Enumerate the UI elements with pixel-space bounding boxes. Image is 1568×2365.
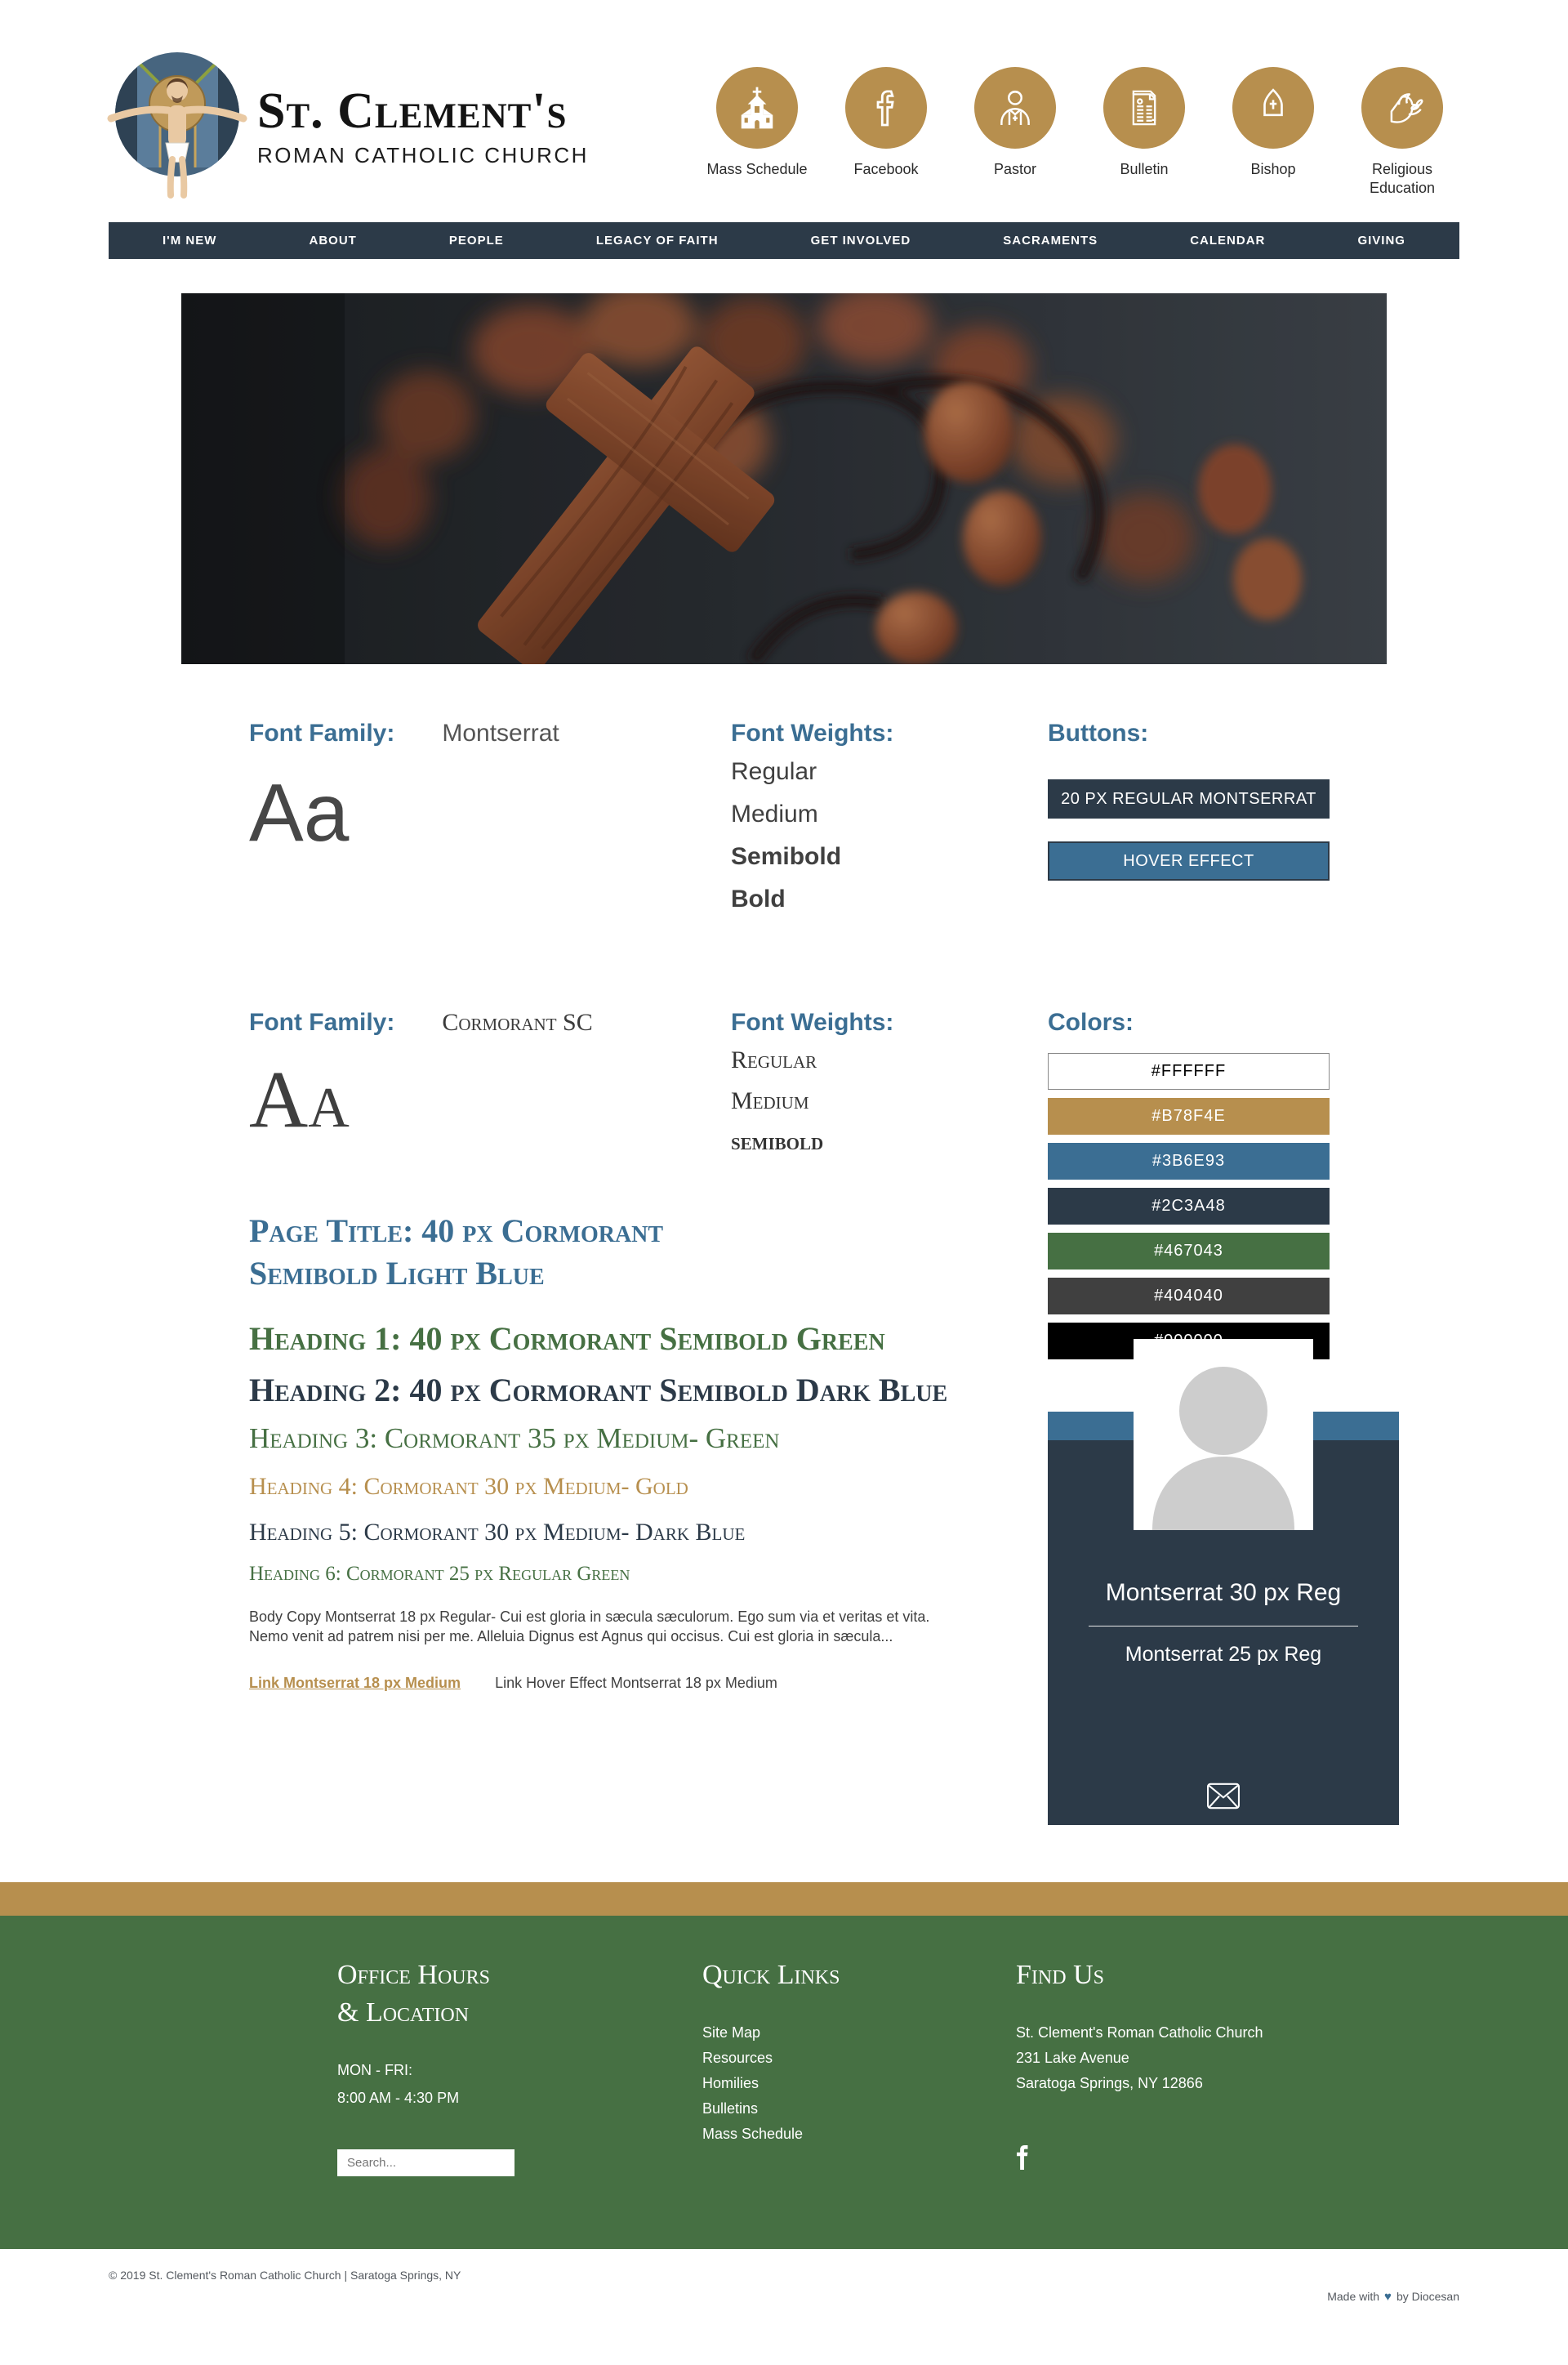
site-logo[interactable] xyxy=(106,45,589,208)
pastor-icon xyxy=(992,85,1038,131)
quick-action-label: Pastor xyxy=(993,161,1037,177)
church-address: St. Clement's Roman Catholic Church 231 Lake Avenue Saratoga Springs, NY 12866 xyxy=(1016,2024,1263,2091)
footer-link-bulletins[interactable]: Bulletins xyxy=(702,2099,759,2117)
color-swatch: #404040 xyxy=(1048,1278,1330,1314)
heading5-sample: Heading 5: Cormorant 30 px Medium- Dark Blue xyxy=(249,1519,746,1546)
dove-icon xyxy=(1379,85,1425,131)
search-input[interactable] xyxy=(337,2149,514,2176)
weight-regular: Regular xyxy=(731,1046,817,1073)
footer-link-resources[interactable]: Resources xyxy=(702,2049,773,2066)
color-swatch: #2C3A48 xyxy=(1048,1188,1330,1225)
quick-action-label: Facebook xyxy=(853,161,919,177)
body-copy-sample: Body Copy Montserrat 18 px Regular- Cui est gloria in sæcula sæculorum. Ego sum via et veritas et vita. Nemo venit ad patrem nisi per me. Alleluia Dignus est Agnus qui occisus. Cui est gloria in sæcula... xyxy=(249,1609,930,1645)
font-family-value: Montserrat xyxy=(442,720,559,747)
nav-item-about[interactable]: ABOUT xyxy=(309,234,357,248)
footer-link-homilies[interactable]: Homilies xyxy=(702,2074,760,2091)
office-days: MON - FRI: xyxy=(337,2061,412,2078)
quick-action-bulletin[interactable] xyxy=(1083,67,1205,199)
font-family-label: Font Family: xyxy=(249,1009,395,1036)
weight-medium: Medium xyxy=(731,1087,809,1114)
sample-link-hover[interactable]: Link Hover Effect Montserrat 18 px Medium xyxy=(495,1674,777,1691)
heart-icon: ♥ xyxy=(1384,2289,1392,2304)
sample-button-hover[interactable]: HOVER EFFECT xyxy=(1048,841,1330,881)
buttons-label: Buttons: xyxy=(1048,720,1149,747)
quick-action-religious-education[interactable] xyxy=(1341,67,1463,199)
nav-item-im-new[interactable]: I'M NEW xyxy=(163,234,217,248)
card-subtitle: Montserrat 25 px Reg xyxy=(1125,1643,1322,1666)
nav-item-people[interactable]: PEOPLE xyxy=(448,234,504,248)
nav-item-calendar[interactable]: CALENDAR xyxy=(1190,234,1266,248)
nav-item-sacraments[interactable]: SACRAMENTS xyxy=(1003,234,1098,248)
weight-semibold: Semibold xyxy=(731,843,842,870)
envelope-icon[interactable] xyxy=(1206,1783,1241,1814)
montserrat-section xyxy=(249,716,1568,921)
bulletin-icon xyxy=(1121,85,1167,131)
heading6-sample: Heading 6: Cormorant 25 px Regular Green xyxy=(249,1563,630,1585)
weight-regular: Regular xyxy=(731,758,817,785)
heading2-sample: Heading 2: 40 px Cormorant Semibold Dark Blue xyxy=(249,1372,948,1408)
footer-link-mass-schedule[interactable]: Mass Schedule xyxy=(702,2125,804,2142)
quick-links-title: Quick Links xyxy=(702,1960,840,1990)
made-with-credit: Made with ♥ by Diocesan xyxy=(1327,2289,1459,2304)
avatar xyxy=(1134,1339,1313,1530)
style-guide-content xyxy=(0,664,1568,1882)
color-swatch: #FFFFFF xyxy=(1048,1053,1330,1090)
site-subtitle: ROMAN CATHOLIC CHURCH xyxy=(257,143,589,167)
quick-action-label: Bishop xyxy=(1250,161,1296,177)
footer-link-site-map[interactable]: Site Map xyxy=(702,2024,761,2041)
colors-label: Colors: xyxy=(1048,1009,1134,1036)
header-quick-actions xyxy=(696,67,1463,199)
hero-rosary-image xyxy=(181,293,1387,664)
quick-action-pastor[interactable] xyxy=(954,67,1076,199)
facebook-icon xyxy=(863,85,909,131)
font-weights-label: Font Weights: xyxy=(731,1009,894,1036)
quick-action-facebook[interactable] xyxy=(825,67,947,199)
cormorant-section xyxy=(249,1006,1568,1825)
profile-card-sample xyxy=(1048,1412,1399,1825)
footer-accent-bar xyxy=(0,1882,1568,1916)
heading3-sample: Heading 3: Cormorant 35 px Medium- Green xyxy=(249,1422,780,1454)
color-swatch: #3B6E93 xyxy=(1048,1143,1330,1180)
nav-item-giving[interactable]: GIVING xyxy=(1357,234,1405,248)
copyright-bar xyxy=(0,2249,1568,2324)
font-specimen: Aa xyxy=(249,767,350,859)
quick-action-label: Bulletin xyxy=(1120,161,1169,177)
site-title: St. Clement's xyxy=(257,83,568,139)
page-title-sample: Page Title: 40 px Cormorant Semibold Light Blue xyxy=(249,1212,664,1292)
font-specimen: Aa xyxy=(249,1054,350,1145)
copyright-text: © 2019 St. Clement's Roman Catholic Church | Saratoga Springs, NY xyxy=(109,2269,461,2282)
color-swatch: #B78F4E xyxy=(1048,1098,1330,1135)
find-us-title: Find Us xyxy=(1016,1960,1104,1990)
sample-button[interactable]: 20 PX REGULAR MONTSERRAT xyxy=(1048,779,1330,819)
color-swatch: #467043 xyxy=(1048,1233,1330,1270)
nav-item-legacy-of-faith[interactable]: LEGACY OF FAITH xyxy=(595,234,719,248)
quick-links-list xyxy=(702,2020,1016,2147)
font-family-label: Font Family: xyxy=(249,720,395,747)
office-hours: 8:00 AM - 4:30 PM xyxy=(337,2089,460,2106)
nav-item-get-involved[interactable]: GET INVOLVED xyxy=(810,234,911,248)
main-nav xyxy=(109,222,1459,259)
bishop-mitre-icon xyxy=(1250,85,1296,131)
site-header xyxy=(0,0,1568,222)
font-weights-label: Font Weights: xyxy=(731,720,894,747)
heading1-sample: Heading 1: 40 px Cormorant Semibold Green xyxy=(249,1320,885,1357)
weight-bold: Bold xyxy=(731,886,786,913)
quick-action-mass-schedule[interactable] xyxy=(696,67,818,199)
colors-palette xyxy=(1048,1006,1399,1359)
heading4-sample: Heading 4: Cormorant 30 px Medium- Gold xyxy=(249,1473,688,1500)
quick-action-label: Mass Schedule xyxy=(706,161,808,177)
site-footer xyxy=(0,1916,1568,2249)
crucifix-logo-icon xyxy=(106,45,249,208)
headings-samples xyxy=(249,1210,1048,1692)
font-family-value: Cormorant SC xyxy=(442,1009,593,1036)
weight-medium: Medium xyxy=(731,801,818,828)
church-icon xyxy=(734,85,780,131)
weight-semibold: semibold xyxy=(731,1128,824,1155)
quick-action-label: Religious Education xyxy=(1369,161,1436,197)
card-title: Montserrat 30 px Reg xyxy=(1105,1579,1342,1606)
office-hours-title: Office Hours & Location xyxy=(337,1960,490,2028)
sample-link[interactable]: Link Montserrat 18 px Medium xyxy=(249,1674,461,1691)
facebook-icon[interactable] xyxy=(1016,2145,1031,2174)
quick-action-bishop[interactable] xyxy=(1212,67,1334,199)
